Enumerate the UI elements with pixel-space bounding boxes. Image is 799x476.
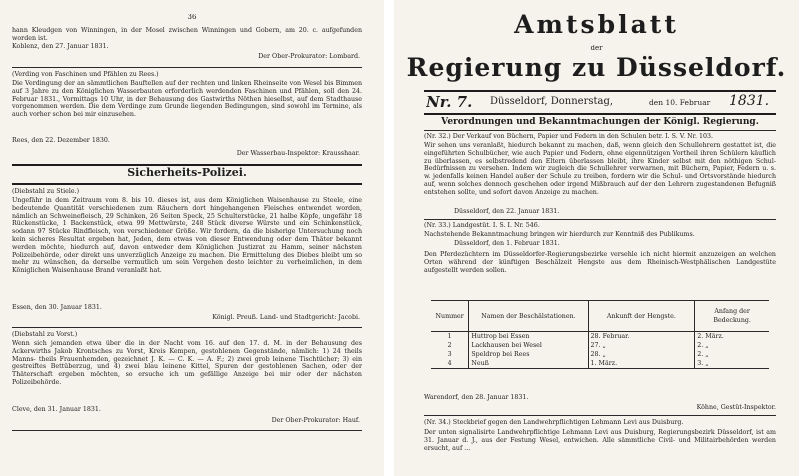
divider: [424, 415, 776, 416]
cell-start: [695, 350, 769, 359]
faschinen-body: Die Verdingung der an sämmtlichen Bauftellen auf der rechten und linken Rheinseite von Wesel bis Bimmen auf 3 Jahre zu den Königlichen Wasserbauten erforderlich werdenden Faschinen und Pfählen, soll den 24. Februar 1831., Vormittags 10 Uhr, in der Behausung des Gastwirths Nöthen hieselbst, auf dem Stadthause vorgenommen werden. Die dem Verdinge zum Grunde liegenden Bedingungen, sind sowohl im Termine, als auch vorher schon bei mir einzusehen.: [12, 80, 362, 119]
table-footer-date: Warendorf, den 28. Januar 1831.: [424, 394, 529, 401]
cell-arrival: 28. Februar.: [588, 332, 695, 342]
faschinen-signature: Der Wasserbau-Inspektor: Krausshaar.: [236, 150, 360, 157]
beschaelstationen-table: [431, 300, 769, 369]
column-header-start: Anfang der Bedeckung.: [695, 301, 769, 332]
top-notice-text: hann Kleudgen von Winningen, in der Mosel zwischen Winningen und Gobern, am 20. c. aufgefunden worden ist.: [12, 27, 362, 42]
cell-station: Neuß: [469, 359, 588, 369]
section-rule-bottom: [12, 183, 362, 185]
cell-start: [695, 341, 769, 350]
cell-arrival: [588, 341, 695, 350]
cell-station: Lackhausen bei Wesel: [469, 341, 588, 350]
issue-place-day: Düsseldorf, Donnerstag,: [490, 96, 614, 107]
cell-station: Huttrop bei Essen: [469, 332, 588, 342]
notice-32-body: Wir sehen uns veranlaßt, hiedurch bekannt zu machen, daß, wenn gleich den Schullehrern gestattet ist, die eingeführten Schulbücher, wie auch Papier und Federn, ohne eigennützigen Vortheil ihren Schülern käuflich zu überlassen, es selbstredend den Eltern überlassen bleibt, ihre Kinder selbst mit den nöthigen Schul-Bedürfnissen zu versehen. Indem wir zugleich die Schullehrer verwarnen, mit Büchern, Papier, Federn u. s. w. jedenfalls keinen Handel außer der Schule zu treiben, fordern wir die Schul- und Ortsvorstände hiedurch auf, wenn solches dennoch geschehen oder irgend Mißbrauch auf der den Lehrern zugestandenen Befugniß entstehen sollte, und sofort davon Anzeige zu machen.: [424, 142, 776, 196]
top-notice-date: Koblenz, den 27. Januar 1831.: [12, 43, 109, 50]
table-row: [431, 332, 769, 342]
table-row: [431, 350, 769, 359]
notice-34-body: Der unten signalisirte Landwehrpflichtige Lehmann Levi aus Duisburg, Regierungsbezirk Düsseldorf, ist am 31. Januar d. J., aus der Festung Wesel, entwichen. Alle sämmtliche Civil- und Militairbehörden werden ersucht, auf ...: [424, 429, 776, 452]
divider: [424, 219, 776, 220]
cell-station: Speldrop bei Rees: [469, 350, 588, 359]
cell-arrival-value: 28.: [590, 351, 601, 358]
top-notice-signature: Der Ober-Prokurator: Lombard.: [258, 53, 360, 60]
table-row: [431, 359, 769, 369]
notice-32-date: Düsseldorf, den 22. Januar 1831.: [454, 208, 560, 215]
masthead-rule-bottom: [424, 113, 776, 115]
ditto-mark: „: [705, 351, 709, 358]
table-header-row: [431, 301, 769, 332]
cell-start-value: 2.: [697, 351, 704, 358]
vorst-heading: (Diebstahl zu Vorst.): [12, 331, 78, 338]
ditto-mark: „: [705, 342, 709, 349]
notice-33-body: Den Pferdezüchtern im Düsseldorfer-Regierungsbezirke versehle ich nicht hiermit anzuzeigen an welchen Orten während der künftigen Beschälzeit Hengste aus dem Rheinisch-Westphälischen Landgestüte aufgestellt werden sollen.: [424, 251, 776, 274]
masthead-regierung: Regierung zu Düsseldorf.: [406, 53, 787, 82]
vorst-signature: Der Ober-Prokurator: Hauf.: [271, 417, 360, 424]
cell-arrival: [588, 350, 695, 359]
cell-number: 4: [431, 359, 469, 369]
cell-start: [695, 359, 769, 369]
divider: [12, 67, 362, 68]
cell-arrival-value: 27.: [590, 342, 601, 349]
faschinen-date: Rees, den 22. Dezember 1830.: [12, 137, 110, 144]
divider: [12, 430, 362, 431]
divider: [424, 130, 776, 131]
issue-year: 1831.: [729, 93, 770, 109]
masthead-amtsblatt: Amtsblatt: [514, 10, 679, 39]
divider: [12, 327, 362, 328]
ditto-mark: „: [602, 342, 606, 349]
notice-33-date: Düsseldorf, den 1. Februar 1831.: [454, 240, 560, 247]
notice-33-heading: (Nr. 33.) Landgestüt. I. S. I. Nr. 546.: [424, 222, 540, 229]
section-title-verordnungen: Verordnungen und Bekanntmachungen der Königl. Regierung.: [441, 117, 759, 127]
cell-arrival: 1. März.: [588, 359, 695, 369]
notice-34-heading: (Nr. 34.) Steckbrief gegen den Landwehrpflichtigen Lehmann Levi aus Duisburg.: [424, 419, 684, 426]
stiele-heading: (Diebstahl zu Stiele.): [12, 188, 80, 195]
issue-number: Nr. 7.: [426, 93, 473, 111]
faschinen-heading: (Verding von Faschinen und Pfählen zu Rees.): [12, 71, 159, 78]
left-page: [0, 0, 384, 476]
masthead-rule-top: [424, 90, 776, 92]
stiele-date: Essen, den 30. Januar 1831.: [12, 304, 102, 311]
ditto-mark: „: [705, 360, 709, 367]
cell-start-value: 2.: [697, 342, 704, 349]
column-header-number: Nummer: [431, 301, 469, 332]
table-row: [431, 341, 769, 350]
table-footer-signature: Köhne, Gestüt-Inspektor.: [696, 404, 776, 411]
issue-date: den 10. Februar: [649, 98, 711, 107]
column-header-stations: Namen der Beschälstationen.: [469, 301, 588, 332]
section-title-sicherheits-polizei: Sicherheits-Polizei.: [127, 166, 247, 179]
vorst-body: Wenn sich jemanden etwa über die in der Nacht vom 16. auf den 17. d. M. in der Behausung des Ackerwirths Jakob Krontsches zu Vorst, Kreis Kempen, gestohlenen Gegenstände, nämlich: 1) 24 theils Manns- theils Frauenhemden, gezeichnet J. K. — C. K. — A. F.; 2) zwei grob leinene Tischtücher; 3) ein gestreiftes Bettüberzug, und 4) zwei blau leinene Kittel, Spuren der gestohlenen Sachen, oder der Thäterschaft ergeben möchten, so ersuche ich um gefällige Anzeige bei mir oder der nächsten Polizeibehörde.: [12, 340, 362, 386]
stiele-signature: Königl. Preuß. Land- und Stadtgericht: Jacobi.: [212, 314, 360, 321]
cell-number: 3: [431, 350, 469, 359]
cell-start: 2. März.: [697, 333, 724, 340]
stiele-body: Ungefähr in dem Zeitraum vom 8. bis 10. dieses ist, aus dem Königlichen Waisenhause zu Steele, eine bedeutende Quantität verschiedenen zum Räuchern dort hingehangenen Fleisches entwendet worden, nämlich an Schweinefleisch, 29 Schinken, 26 Seiten Speck, 25 Schulterstücke, 21 halbe Köpfe, ungefähr 18 Rückenstücke, 1 Backenstück, etwa 99 Mettwürste, 248 Stück diverse Würste und ein Schinkenstück, sodann 97 Stücke Rindfleisch, von verschiedener Größe. Wir fordern, da die bisherige Untersuchung noch kein sicheres Resultat ergeben hat, Jeden, dem etwas von dieser Entwendung oder dem Thäter bekannt werden möchte, hiedurch auf, davon entweder dem Königlichen Justizrat zu Hamm, seiner nächsten Polizeibehörde, oder direkt uns unverzüglich Anzeige zu machen. Die Ermittelung des Diebes bleibt um so mehr zu wünschen, da derselbe vermutlich um sein Vergehen desto leichter zu verheimlichen, in dem Königlichen Waisenhause Brand veranlaßt hat.: [12, 197, 362, 275]
notice-33-intro: Nachstehende Bekanntmachung bringen wir hierdurch zur Kenntniß des Publikums.: [424, 231, 695, 238]
cell-number: 2: [431, 341, 469, 350]
page-number: 36: [187, 14, 197, 21]
ditto-mark: „: [602, 351, 606, 358]
notice-32-heading: (Nr. 32.) Der Verkauf von Büchern, Papier und Federn in den Schulen betr. I. S. V. Nr. 103.: [424, 133, 714, 140]
cell-number: 1: [431, 332, 469, 342]
masthead-der: der: [590, 45, 603, 52]
column-header-arrival: Ankunft der Hengste.: [588, 301, 695, 332]
page-gutter: [384, 0, 394, 476]
vorst-date: Cleve, den 31. Januar 1831.: [12, 406, 101, 413]
cell-start-value: 3.: [697, 360, 704, 367]
